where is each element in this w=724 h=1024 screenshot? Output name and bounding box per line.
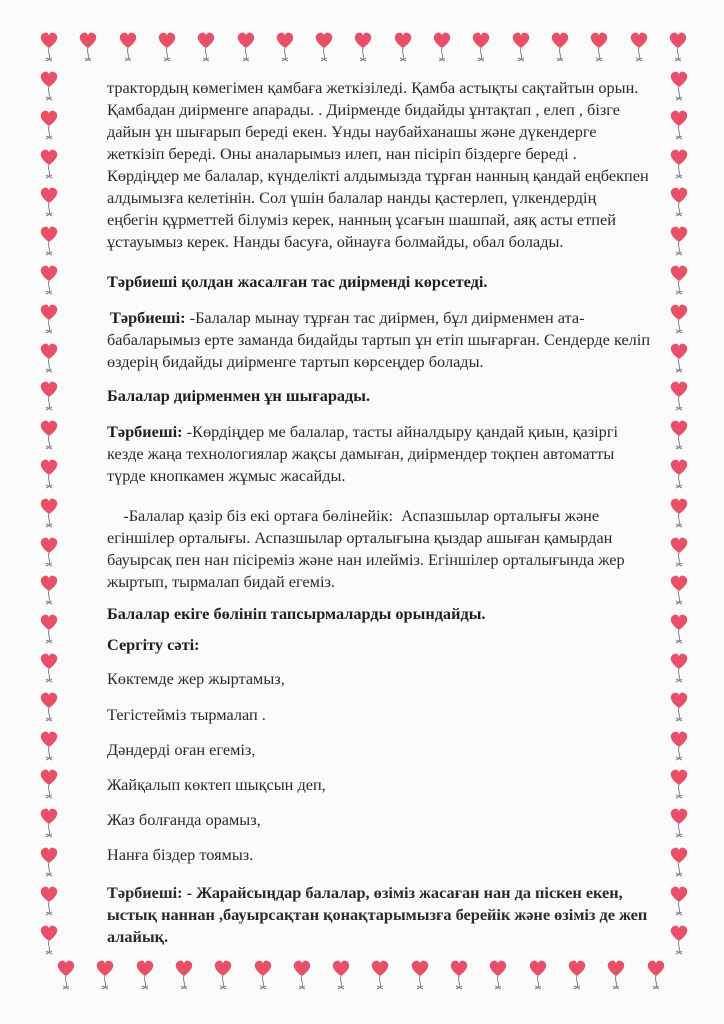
heart-balloon-icon (369, 958, 391, 992)
speaker-label: Тәрбиеші: (107, 422, 183, 441)
heart-balloon-icon (235, 30, 257, 64)
heart-balloon-icon (38, 845, 60, 879)
heart-balloon-icon (409, 958, 431, 992)
text-line: жыртып, тырмалап бидай егеміз. (107, 572, 335, 591)
heart-balloon-icon (527, 958, 549, 992)
paragraph-3 (107, 421, 682, 487)
heart-balloon-icon (668, 806, 690, 840)
text-line: Тәрбиеші: - Жарайсыңдар балалар, өзіміз жасаған нан да піскен екен, (107, 883, 623, 902)
heart-balloon-icon (156, 30, 178, 64)
text-line: бабаларымыз ерте заманда бидайды тартып ұн етіп шығарған. Сендерде келіп (107, 330, 651, 349)
paragraph-2 (107, 307, 685, 373)
heading-4 (107, 634, 682, 656)
heart-balloon-icon (173, 958, 195, 992)
heart-balloon-icon (38, 806, 60, 840)
heart-balloon-icon (117, 30, 139, 64)
heart-balloon-icon (38, 263, 60, 297)
heading-3 (107, 603, 682, 625)
text-line: егіншілер орталығы. Аспазшылар орталығына қыздар ашыған қамырдан (107, 528, 613, 547)
heart-balloon-icon (38, 302, 60, 336)
heart-balloon-icon (195, 30, 217, 64)
heart-balloon-icon (38, 185, 60, 219)
heart-balloon-icon (38, 418, 60, 452)
heart-balloon-icon (330, 958, 352, 992)
heart-balloon-icon (291, 958, 313, 992)
heart-balloon-icon (566, 958, 588, 992)
text-line: алайық. (107, 927, 169, 946)
heart-balloon-icon (38, 341, 60, 375)
text-line: жеткізіп береді. Оны аналарымыз илеп, нан пісіріп біздерге береді . (107, 144, 577, 163)
heart-balloon-icon (274, 30, 296, 64)
text-line: кезде жаңа технологиялар жақсы дамыған, диірмендер тоқпен автоматты (107, 444, 615, 463)
heart-balloon-icon (77, 30, 99, 64)
paragraph-4 (107, 505, 682, 593)
heart-balloon-icon (628, 30, 650, 64)
speaker-label: Тәрбиеші: (110, 308, 186, 327)
heart-balloon-icon (605, 958, 627, 992)
heading-text: Балалар диірменмен ұн шығарады. (107, 386, 371, 405)
heart-balloon-icon (38, 147, 60, 181)
heart-balloon-icon (470, 30, 492, 64)
heart-balloon-icon (94, 958, 116, 992)
heart-balloon-icon (38, 884, 60, 918)
heart-balloon-icon (55, 958, 77, 992)
text-line: дайын ұн шығарып береді екен. Ұнды наубайханашы және дүкендерге (107, 122, 597, 141)
heart-balloon-icon (392, 30, 414, 64)
heart-balloon-icon (38, 612, 60, 646)
heading-text: Сергіту сәті: (107, 635, 200, 654)
text-line: еңбегін құрметтей білуміз керек, нанның ұсағын шашпай, аяқ асты етпей (107, 210, 616, 229)
heart-balloon-icon (38, 69, 60, 103)
heart-balloon-icon (487, 958, 509, 992)
heart-balloon-icon (212, 958, 234, 992)
poem-line: Тегістейміз тырмалап . (107, 705, 266, 724)
heading-text: Тәрбиеші қолдан жасалған тас диірменді көрсетеді. (107, 272, 488, 291)
text-line: ұстауымыз керек. Нанды басуға, ойнауға болмайды, обал болады. (107, 232, 564, 251)
heart-balloon-icon (549, 30, 571, 64)
heart-balloon-icon (38, 729, 60, 763)
text-line: -Балалар мынау тұрған тас диірмен, бұл диірменмен ата- (185, 308, 585, 327)
poem-line: Көктемде жер жыртамыз, (107, 669, 285, 688)
poem-line: Дәндерді оған егеміз, (107, 740, 256, 759)
text-line: Қамбадан диірменге апарады. . Диірменде бидайды ұнтақтап , елеп , бізге (107, 100, 620, 119)
heart-balloon-icon (352, 30, 374, 64)
final-paragraph (107, 882, 682, 948)
heart-balloon-icon (668, 729, 690, 763)
heart-balloon-icon (38, 108, 60, 142)
heart-balloon-icon (448, 958, 470, 992)
heart-balloon-icon (38, 767, 60, 801)
poem-line: Нанға біздер тоямыз. (107, 845, 254, 864)
heart-balloon-icon (38, 651, 60, 685)
text-line: түрде кнопкамен жұмыс жасайды. (107, 466, 346, 485)
heart-balloon-icon (645, 958, 667, 992)
heading-1 (107, 271, 682, 293)
heading-2 (107, 385, 682, 407)
text-line: бауырсақ пен нан пісіреміз және нан илейміз. Егіншілер орталығында жер (107, 550, 625, 569)
heart-balloon-icon (668, 845, 690, 879)
heart-balloon-icon (38, 224, 60, 258)
heart-balloon-icon (38, 690, 60, 724)
heart-balloon-icon (668, 767, 690, 801)
text-line: Көрдіңдер ме балалар, күнделікті алдымызда тұрған нанның қандай еңбекпен (107, 166, 649, 185)
heart-balloon-icon (588, 30, 610, 64)
heart-balloon-icon (510, 30, 532, 64)
poem-line: Жайқалып көктеп шықсын деп, (107, 775, 326, 794)
text-line: -Балалар қазір біз екі ортаға бөлінейік: Аспазшылар орталығы және (107, 506, 600, 525)
heart-balloon-icon (667, 30, 689, 64)
heading-text: Балалар екіге бөлініп тапсырмаларды орындайды. (107, 604, 486, 623)
text-line: тракторды​ң көмегімен қамбаға жеткізіледі. Қамба астықты сақтайтын орын. (107, 78, 639, 97)
heart-balloon-icon (38, 30, 60, 64)
heart-balloon-icon (668, 690, 690, 724)
text-line: -Көрдіңдер ме балалар, тасты айналдыру қандай қиын, қазіргі (182, 422, 619, 441)
heart-balloon-icon (38, 457, 60, 491)
text-line: ыстық наннан ,бауырсақтан қонақтарымызға берейік және өзіміз де жеп (107, 905, 648, 924)
heart-balloon-icon (38, 535, 60, 569)
heart-balloon-icon (38, 573, 60, 607)
heart-balloon-icon (431, 30, 453, 64)
poem-line: Жаз болғанда орамыз, (107, 810, 261, 829)
heart-balloon-icon (38, 379, 60, 413)
text-line: алдымызға келетінін. Сол үшін балалар нанды қастерлеп, үлкендердің (107, 188, 597, 207)
heart-balloon-icon (134, 958, 156, 992)
text-line: өздерің бидайды диірменге тартып көрсеңдер болады. (107, 352, 484, 371)
heart-balloon-icon (252, 958, 274, 992)
heart-balloon-icon (668, 651, 690, 685)
heart-balloon-icon (38, 923, 60, 957)
heart-balloon-icon (313, 30, 335, 64)
paragraph-1 (107, 77, 682, 253)
heart-balloon-icon (38, 496, 60, 530)
